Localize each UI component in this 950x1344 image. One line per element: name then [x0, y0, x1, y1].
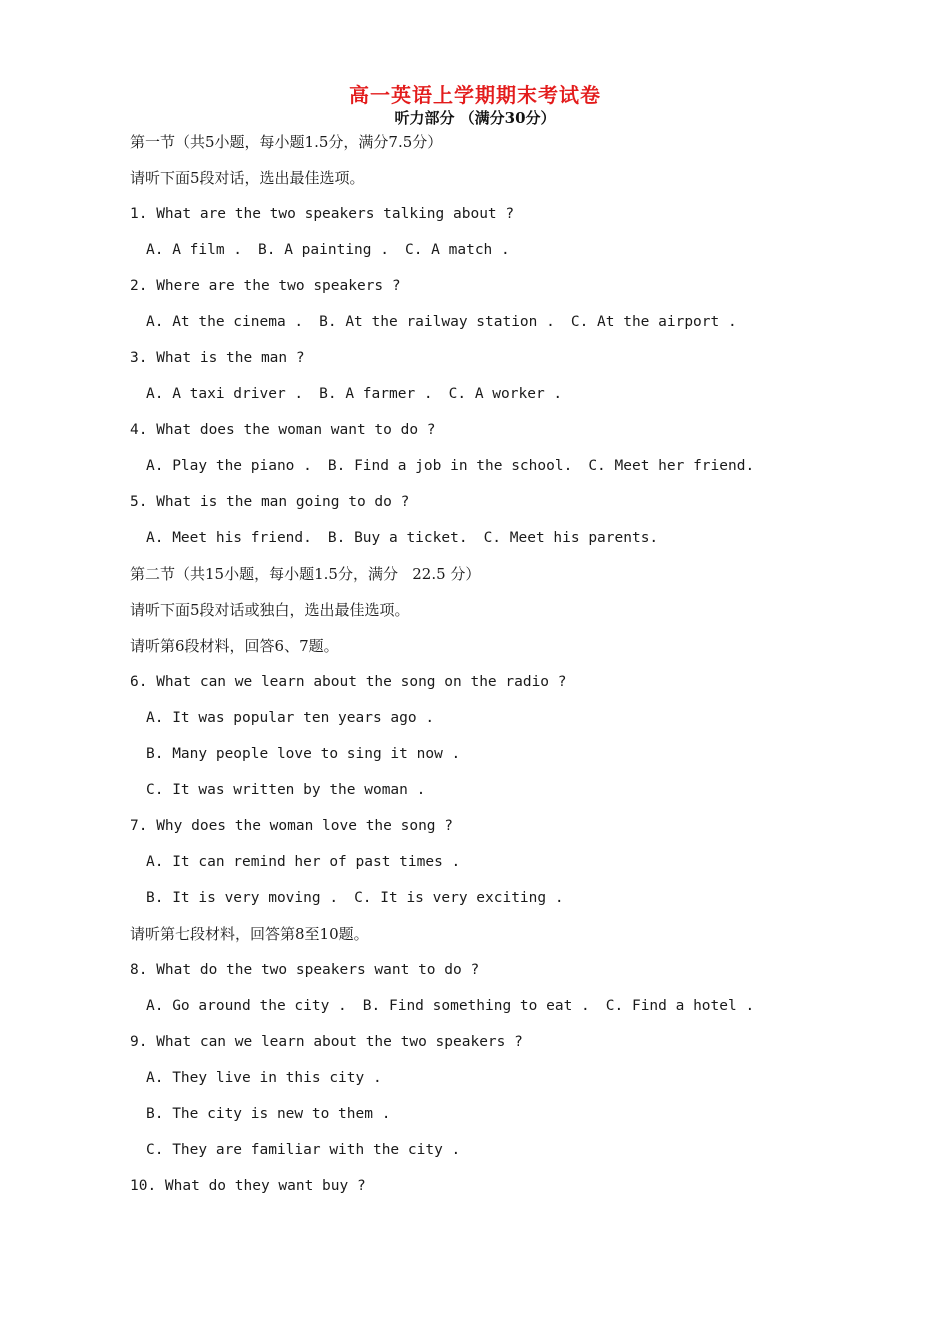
option-a: A. Go around the city .: [146, 998, 347, 1014]
option-c: C. It is very exciting .: [354, 890, 564, 906]
question-1-options: [130, 238, 890, 274]
exam-content: [130, 130, 890, 1210]
question-9-option-b: B. The city is new to them .: [146, 1106, 391, 1122]
question-7-stem: 7. Why does the woman love the song ?: [130, 818, 454, 834]
option-b: B. Buy a ticket.: [327, 530, 468, 546]
section-1-heading: 第一节（共5小题，每小题1.5分，满分7.5分）: [130, 133, 443, 151]
question-2-stem: 2. Where are the two speakers ?: [130, 278, 401, 294]
page-subtitle: 听力部分 （满分30分）: [394, 109, 556, 127]
option-a: A. A film .: [146, 242, 243, 258]
question-8-options: [130, 994, 890, 1030]
question-4-stem: 4. What does the woman want to do ?: [130, 422, 436, 438]
option-b: B. At the railway station .: [319, 314, 555, 330]
option-a: A. Meet his friend.: [146, 530, 312, 546]
material-7-instruction: 请听第七段材料，回答第8至10题。: [130, 925, 369, 943]
question-2-options: [130, 310, 890, 346]
option-c: C. A match .: [404, 242, 510, 258]
question-1-stem: 1. What are the two speakers talking about ?: [130, 206, 515, 222]
option-c: C. Meet his parents.: [483, 530, 659, 546]
option-c: C. Find a hotel .: [605, 998, 755, 1014]
question-8-stem: 8. What do the two speakers want to do ?: [130, 962, 480, 978]
question-6-option-b: B. Many people love to sing it now .: [146, 746, 461, 762]
question-4-options: [130, 454, 890, 490]
question-7-option-a: A. It can remind her of past times .: [146, 854, 461, 870]
material-6-instruction: 请听第6段材料，回答6、7题。: [130, 637, 339, 655]
question-5-stem: 5. What is the man going to do ?: [130, 494, 410, 510]
question-10-stem: 10. What do they want buy ?: [130, 1178, 366, 1194]
option-b: B. Find a job in the school.: [327, 458, 573, 474]
option-b: B. A farmer .: [319, 386, 433, 402]
question-9-stem: 9. What can we learn about the two speakers ?: [130, 1034, 523, 1050]
question-5-options: [130, 526, 890, 562]
option-c: C. A worker .: [448, 386, 563, 402]
option-a: A. Play the piano .: [146, 458, 312, 474]
option-c: C. Meet her friend.: [588, 458, 755, 474]
option-a: A. A taxi driver .: [146, 386, 304, 402]
question-6-stem: 6. What can we learn about the song on the radio ?: [130, 674, 567, 690]
option-b: B. A painting .: [258, 242, 389, 258]
section-2-heading: 第二节（共15小题，每小题1.5分，满分 22.5 分）: [130, 565, 481, 583]
question-3-stem: 3. What is the man ?: [130, 350, 305, 366]
question-6-option-a: A. It was popular ten years ago .: [146, 710, 435, 726]
question-9-option-c: C. They are familiar with the city .: [146, 1142, 461, 1158]
option-a: A. At the cinema .: [146, 314, 304, 330]
section-2-instruction: 请听下面5段对话或独白，选出最佳选项。: [130, 601, 410, 619]
question-7-options-bc: [130, 886, 890, 922]
page-title: 高一英语上学期期末考试卷: [349, 83, 601, 107]
section-1-instruction: 请听下面5段对话，选出最佳选项。: [130, 169, 365, 187]
option-b: B. It is very moving .: [146, 890, 339, 906]
question-3-options: [130, 382, 890, 418]
option-b: B. Find something to eat .: [362, 998, 590, 1014]
question-9-option-a: A. They live in this city .: [146, 1070, 382, 1086]
question-6-option-c: C. It was written by the woman .: [146, 782, 426, 798]
option-c: C. At the airport .: [570, 314, 737, 330]
